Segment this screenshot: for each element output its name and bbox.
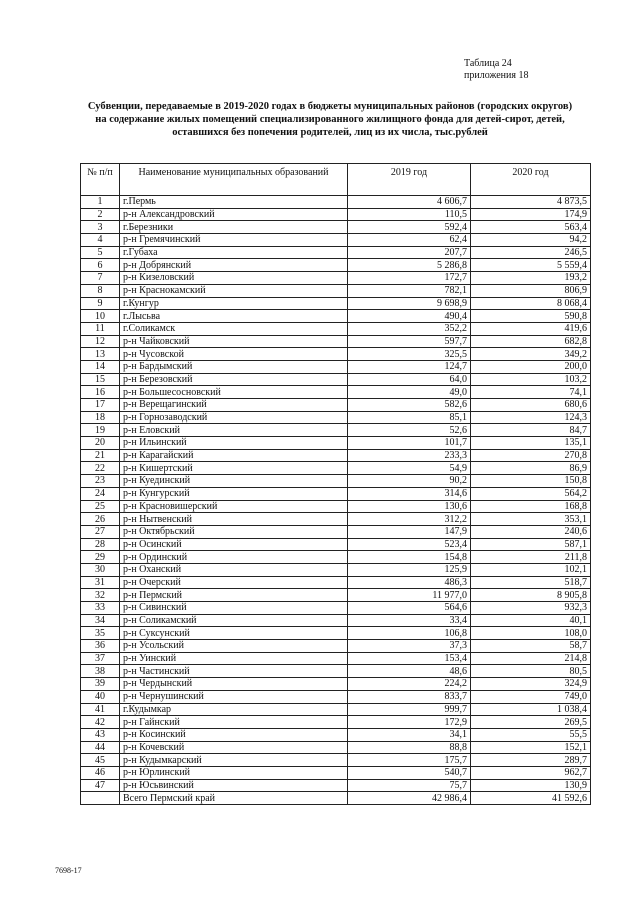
table-row [81, 703, 591, 716]
value-2019: 486,3 [348, 576, 471, 589]
value-2019: 207,7 [348, 246, 471, 259]
total-2020: 41 592,6 [471, 792, 591, 805]
table-row [81, 310, 591, 323]
header-2020: 2020 год [471, 164, 591, 196]
row-number: 40 [81, 690, 120, 703]
row-number: 36 [81, 640, 120, 653]
table-row [81, 246, 591, 259]
table-row [81, 399, 591, 412]
value-2020: 150,8 [471, 475, 591, 488]
value-2019: 106,8 [348, 627, 471, 640]
row-number: 8 [81, 284, 120, 297]
municipality-name: г.Соликамск [120, 322, 348, 335]
table-row [81, 551, 591, 564]
municipality-name: р-н Косинский [120, 728, 348, 741]
value-2020: 962,7 [471, 766, 591, 779]
value-2019: 110,5 [348, 208, 471, 221]
municipality-name: г.Березники [120, 221, 348, 234]
row-number: 39 [81, 678, 120, 691]
value-2019: 54,9 [348, 462, 471, 475]
municipality-name: р-н Красновишерский [120, 500, 348, 513]
value-2020: 246,5 [471, 246, 591, 259]
value-2020: 680,6 [471, 399, 591, 412]
value-2020: 932,3 [471, 602, 591, 615]
row-number: 32 [81, 589, 120, 602]
value-2019: 147,9 [348, 525, 471, 538]
row-number: 42 [81, 716, 120, 729]
value-2020: 124,3 [471, 411, 591, 424]
document-title [70, 100, 590, 139]
value-2019: 11 977,0 [348, 589, 471, 602]
row-number: 41 [81, 703, 120, 716]
value-2019: 175,7 [348, 754, 471, 767]
row-number: 13 [81, 348, 120, 361]
table-row [81, 475, 591, 488]
value-2019: 597,7 [348, 335, 471, 348]
value-2019: 85,1 [348, 411, 471, 424]
value-2020: 86,9 [471, 462, 591, 475]
row-number: 31 [81, 576, 120, 589]
row-number: 4 [81, 234, 120, 247]
header-municipality: Наименование муниципальных образований [120, 164, 348, 196]
row-number: 19 [81, 424, 120, 437]
municipality-name: р-н Чернушинский [120, 690, 348, 703]
value-2020: 349,2 [471, 348, 591, 361]
appendix-reference [464, 58, 528, 82]
municipality-name: р-н Чердынский [120, 678, 348, 691]
value-2019: 172,7 [348, 272, 471, 285]
row-number: 14 [81, 360, 120, 373]
value-2020: 108,0 [471, 627, 591, 640]
table-row [81, 348, 591, 361]
table-row [81, 221, 591, 234]
table-row [81, 589, 591, 602]
row-number: 2 [81, 208, 120, 221]
value-2019: 782,1 [348, 284, 471, 297]
value-2020: 419,6 [471, 322, 591, 335]
table-row [81, 424, 591, 437]
table-number: Таблица 24 [464, 58, 512, 69]
table-row [81, 297, 591, 310]
municipality-name: р-н Верещагинский [120, 399, 348, 412]
municipality-name: р-н Чусовской [120, 348, 348, 361]
table-row [81, 322, 591, 335]
table-row [81, 627, 591, 640]
row-number: 34 [81, 614, 120, 627]
municipality-name: р-н Ординский [120, 551, 348, 564]
municipality-name: р-н Осинский [120, 538, 348, 551]
table-body [81, 196, 591, 792]
municipality-name: р-н Октябрьский [120, 525, 348, 538]
table-row [81, 500, 591, 513]
value-2019: 52,6 [348, 424, 471, 437]
table-row [81, 538, 591, 551]
table-row [81, 449, 591, 462]
value-2019: 34,1 [348, 728, 471, 741]
value-2020: 590,8 [471, 310, 591, 323]
subsidies-table [80, 163, 591, 805]
row-number: 38 [81, 665, 120, 678]
table-row [81, 360, 591, 373]
municipality-name: р-н Добрянский [120, 259, 348, 272]
row-number: 18 [81, 411, 120, 424]
value-2020: 270,8 [471, 449, 591, 462]
municipality-name: г.Губаха [120, 246, 348, 259]
row-number: 11 [81, 322, 120, 335]
value-2019: 233,3 [348, 449, 471, 462]
table-row [81, 196, 591, 209]
title-line-1: Субвенции, передаваемые в 2019-2020 годах в бюджеты муниципальных районов (городских округов) [87, 101, 573, 112]
value-2020: 324,9 [471, 678, 591, 691]
municipality-name: р-н Краснокамский [120, 284, 348, 297]
value-2019: 124,7 [348, 360, 471, 373]
table-row [81, 766, 591, 779]
table-row [81, 652, 591, 665]
total-label: Всего Пермский край [120, 792, 348, 805]
municipality-name: р-н Оханский [120, 563, 348, 576]
municipality-name: р-н Юсьвинский [120, 779, 348, 792]
table-row [81, 640, 591, 653]
municipality-name: р-н Суксунский [120, 627, 348, 640]
title-line-2: на содержание жилых помещений специализированного жилищного фонда для детей-сирот, детей, [95, 114, 565, 125]
value-2020: 1 038,4 [471, 703, 591, 716]
row-number: 3 [81, 221, 120, 234]
table-row [81, 208, 591, 221]
row-number: 24 [81, 487, 120, 500]
value-2019: 314,6 [348, 487, 471, 500]
table-row [81, 259, 591, 272]
total-2019: 42 986,4 [348, 792, 471, 805]
value-2019: 125,9 [348, 563, 471, 576]
row-number: 33 [81, 602, 120, 615]
value-2019: 4 606,7 [348, 196, 471, 209]
municipality-name: р-н Большесосновский [120, 386, 348, 399]
value-2020: 200,0 [471, 360, 591, 373]
municipality-name: г.Пермь [120, 196, 348, 209]
table-row [81, 716, 591, 729]
value-2020: 8 068,4 [471, 297, 591, 310]
value-2020: 103,2 [471, 373, 591, 386]
row-number: 5 [81, 246, 120, 259]
table-row [81, 690, 591, 703]
table-header-row [81, 164, 591, 196]
row-number: 20 [81, 437, 120, 450]
row-number: 22 [81, 462, 120, 475]
value-2019: 172,9 [348, 716, 471, 729]
row-number: 28 [81, 538, 120, 551]
row-number: 43 [81, 728, 120, 741]
value-2019: 352,2 [348, 322, 471, 335]
municipality-name: р-н Куединский [120, 475, 348, 488]
municipality-name: р-н Очерский [120, 576, 348, 589]
row-number: 1 [81, 196, 120, 209]
table-row [81, 741, 591, 754]
title-line-3: оставшихся без попечения родителей, лиц из их числа, тыс.рублей [172, 127, 488, 138]
value-2020: 749,0 [471, 690, 591, 703]
header-2019: 2019 год [348, 164, 471, 196]
municipality-name: р-н Нытвенский [120, 513, 348, 526]
row-number: 30 [81, 563, 120, 576]
document-code: 7698-17 [55, 866, 82, 875]
value-2020: 4 873,5 [471, 196, 591, 209]
value-2019: 9 698,9 [348, 297, 471, 310]
value-2020: 682,8 [471, 335, 591, 348]
value-2019: 33,4 [348, 614, 471, 627]
value-2019: 592,4 [348, 221, 471, 234]
table-row [81, 576, 591, 589]
table-row [81, 779, 591, 792]
appendix-number: приложения 18 [464, 70, 529, 81]
value-2020: 564,2 [471, 487, 591, 500]
municipality-name: р-н Кунгурский [120, 487, 348, 500]
value-2020: 289,7 [471, 754, 591, 767]
table-row [81, 437, 591, 450]
value-2020: 587,1 [471, 538, 591, 551]
row-number: 21 [81, 449, 120, 462]
row-number: 45 [81, 754, 120, 767]
table-row [81, 462, 591, 475]
value-2019: 564,6 [348, 602, 471, 615]
municipality-name: г.Лысьва [120, 310, 348, 323]
row-number: 35 [81, 627, 120, 640]
value-2019: 312,2 [348, 513, 471, 526]
table-row [81, 754, 591, 767]
municipality-name: р-н Усольский [120, 640, 348, 653]
table-row [81, 386, 591, 399]
value-2019: 523,4 [348, 538, 471, 551]
row-number: 29 [81, 551, 120, 564]
value-2020: 240,6 [471, 525, 591, 538]
value-2019: 154,8 [348, 551, 471, 564]
municipality-name: р-н Бардымский [120, 360, 348, 373]
municipality-name: р-н Кизеловский [120, 272, 348, 285]
value-2019: 64,0 [348, 373, 471, 386]
row-number: 16 [81, 386, 120, 399]
header-number: № п/п [81, 164, 120, 196]
value-2019: 90,2 [348, 475, 471, 488]
value-2019: 101,7 [348, 437, 471, 450]
table-row [81, 614, 591, 627]
row-number: 44 [81, 741, 120, 754]
table-row [81, 525, 591, 538]
table-row [81, 678, 591, 691]
value-2020: 94,2 [471, 234, 591, 247]
row-number: 6 [81, 259, 120, 272]
value-2020: 135,1 [471, 437, 591, 450]
municipality-name: р-н Кудымкарский [120, 754, 348, 767]
municipality-name: р-н Гремячинский [120, 234, 348, 247]
municipality-name: р-н Гайнский [120, 716, 348, 729]
table-row [81, 513, 591, 526]
value-2019: 999,7 [348, 703, 471, 716]
value-2019: 224,2 [348, 678, 471, 691]
row-number: 23 [81, 475, 120, 488]
municipality-name: р-н Кочевский [120, 741, 348, 754]
value-2020: 563,4 [471, 221, 591, 234]
total-number-cell [81, 792, 120, 805]
value-2019: 153,4 [348, 652, 471, 665]
table-row [81, 665, 591, 678]
value-2020: 152,1 [471, 741, 591, 754]
row-number: 12 [81, 335, 120, 348]
municipality-name: р-н Уинский [120, 652, 348, 665]
municipality-name: р-н Еловский [120, 424, 348, 437]
table-row [81, 272, 591, 285]
value-2020: 130,9 [471, 779, 591, 792]
value-2020: 8 905,8 [471, 589, 591, 602]
municipality-name: р-н Частинский [120, 665, 348, 678]
row-number: 46 [81, 766, 120, 779]
row-number: 27 [81, 525, 120, 538]
row-number: 7 [81, 272, 120, 285]
row-number: 25 [81, 500, 120, 513]
value-2019: 62,4 [348, 234, 471, 247]
municipality-name: р-н Ильинский [120, 437, 348, 450]
table-row [81, 284, 591, 297]
municipality-name: г.Кунгур [120, 297, 348, 310]
value-2020: 353,1 [471, 513, 591, 526]
municipality-name: г.Кудымкар [120, 703, 348, 716]
value-2020: 214,8 [471, 652, 591, 665]
value-2020: 168,8 [471, 500, 591, 513]
row-number: 15 [81, 373, 120, 386]
value-2020: 806,9 [471, 284, 591, 297]
value-2019: 833,7 [348, 690, 471, 703]
value-2019: 49,0 [348, 386, 471, 399]
value-2019: 130,6 [348, 500, 471, 513]
value-2019: 490,4 [348, 310, 471, 323]
value-2020: 84,7 [471, 424, 591, 437]
table-row [81, 728, 591, 741]
municipality-name: р-н Сивинский [120, 602, 348, 615]
value-2020: 55,5 [471, 728, 591, 741]
table-row [81, 373, 591, 386]
table-row [81, 411, 591, 424]
value-2019: 582,6 [348, 399, 471, 412]
value-2019: 88,8 [348, 741, 471, 754]
value-2019: 75,7 [348, 779, 471, 792]
municipality-name: р-н Соликамский [120, 614, 348, 627]
row-number: 10 [81, 310, 120, 323]
value-2020: 174,9 [471, 208, 591, 221]
municipality-name: р-н Кишертский [120, 462, 348, 475]
municipality-name: р-н Пермский [120, 589, 348, 602]
value-2019: 37,3 [348, 640, 471, 653]
municipality-name: р-н Горнозаводский [120, 411, 348, 424]
table-row [81, 602, 591, 615]
value-2019: 540,7 [348, 766, 471, 779]
table-row [81, 335, 591, 348]
value-2020: 58,7 [471, 640, 591, 653]
value-2020: 211,8 [471, 551, 591, 564]
table-row [81, 234, 591, 247]
value-2020: 102,1 [471, 563, 591, 576]
municipality-name: р-н Карагайский [120, 449, 348, 462]
row-number: 26 [81, 513, 120, 526]
municipality-name: р-н Чайковский [120, 335, 348, 348]
row-number: 37 [81, 652, 120, 665]
table-row [81, 563, 591, 576]
value-2020: 518,7 [471, 576, 591, 589]
value-2019: 325,5 [348, 348, 471, 361]
value-2020: 74,1 [471, 386, 591, 399]
value-2019: 5 286,8 [348, 259, 471, 272]
municipality-name: р-н Березовский [120, 373, 348, 386]
row-number: 47 [81, 779, 120, 792]
row-number: 17 [81, 399, 120, 412]
municipality-name: р-н Александровский [120, 208, 348, 221]
value-2020: 40,1 [471, 614, 591, 627]
municipality-name: р-н Юрлинский [120, 766, 348, 779]
value-2019: 48,6 [348, 665, 471, 678]
table-row [81, 487, 591, 500]
value-2020: 193,2 [471, 272, 591, 285]
value-2020: 80,5 [471, 665, 591, 678]
value-2020: 5 559,4 [471, 259, 591, 272]
row-number: 9 [81, 297, 120, 310]
total-row [81, 792, 591, 805]
value-2020: 269,5 [471, 716, 591, 729]
